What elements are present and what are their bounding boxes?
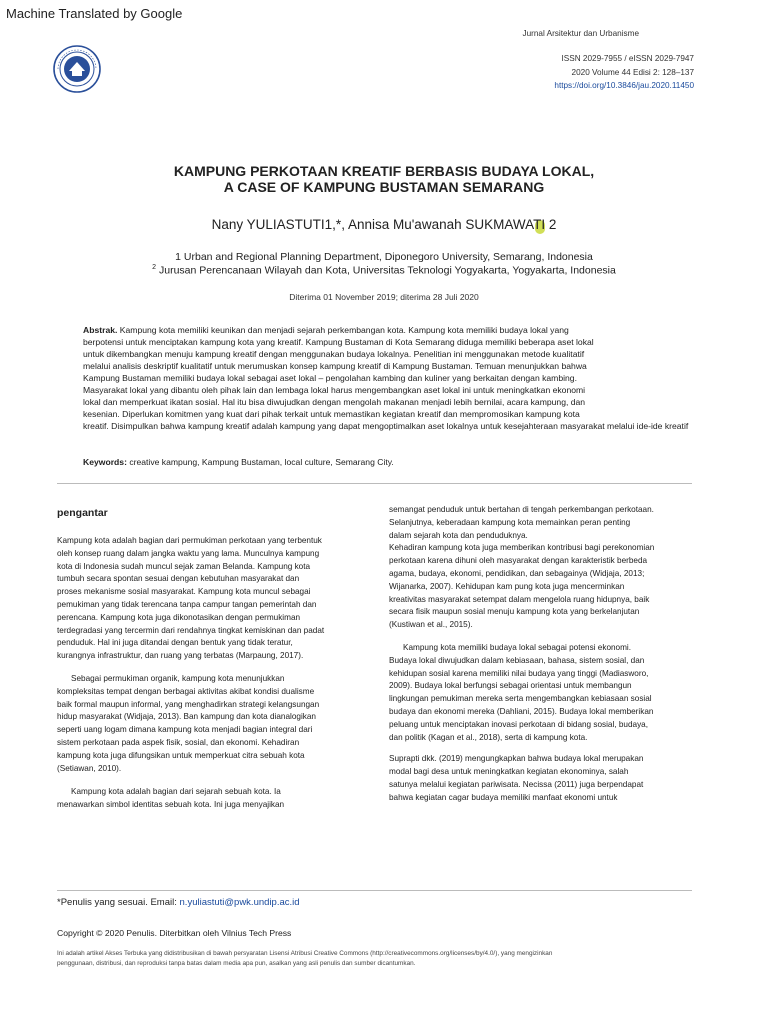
text-line: (Kustiwan et al., 2015).: [389, 620, 473, 630]
abstract: [83, 324, 768, 432]
keywords: [83, 457, 394, 467]
journal-name: Jurnal Arsitektur dan Urbanisme: [522, 29, 639, 38]
text-line: lingkungan pemukiman mereka serta mengembangkan kebiasaan sosial: [389, 694, 652, 704]
abstract-line: Abstrak. Kampung kota memiliki keunikan dan menjadi sejarah perkembangan kota. Kampung kota memiliki budaya lokal yang: [83, 325, 569, 335]
university-seal-icon: [52, 44, 102, 94]
text-line: Suprapti dkk. (2019) mengungkapkan bahwa budaya lokal merupakan: [389, 754, 644, 764]
machine-translated-label: Machine Translated by Google: [6, 6, 183, 21]
received-dates: Diterima 01 November 2019; diterima 28 Juli 2020: [289, 292, 479, 302]
right-column: [389, 504, 654, 805]
affiliation-2: [0, 264, 768, 277]
email-link[interactable]: n.yuliastuti@pwk.undip.ac.id: [179, 897, 300, 908]
issn: ISSN 2029-7955 / eISSN 2029-7947: [561, 54, 694, 63]
text-line: (Setiawan, 2010).: [57, 763, 122, 773]
abstract-line: Masyarakat lokal yang dibantu oleh pihak lain dan lembaga lokal harus mengembangkan aset lokal ini untuk meningkatkan ekonomi: [83, 385, 586, 395]
text-line: secara fisik maupun sosial menuju kampung kota yang berkelanjutan: [389, 607, 640, 617]
doi-link[interactable]: https://doi.org/10.3846/jau.2020.11450: [554, 81, 694, 90]
affiliation-2-text: Jurusan Perencanaan Wilayah dan Kota, Universitas Teknologi Yogyakarta, Yogyakarta, Indonesia: [158, 264, 616, 277]
body-paragraph: [57, 786, 324, 812]
footnote-divider: [57, 890, 692, 891]
article-title-line-2: A CASE OF KAMPUNG BUSTAMAN SEMARANG: [223, 179, 545, 195]
abstract-label: Abstrak.: [83, 325, 118, 335]
text-line: Selanjutnya, keberadaan kampung kota memainkan peran penting: [389, 517, 631, 527]
divider: [57, 483, 692, 484]
text-line: menawarkan simbol identitas sebuah kota. Ini juga menyajikan: [57, 800, 285, 810]
text-line: tumbuh secara spontan sesuai dengan kebutuhan masyarakat dan: [57, 574, 300, 584]
body-paragraph: [389, 642, 654, 744]
text-line: oleh konsep ruang dalam jangka waktu yang lama. Munculnya kampung: [57, 548, 320, 558]
text-line: perkotaan karena dihuni oleh masyarakat dengan karakteristik berbeda: [389, 556, 648, 566]
abstract-line: lokal dan memperkuat ikatan sosial. Hal itu bisa diwujudkan dengan mengolah makanan menjadi lebih bernilai, acara kampung, dan: [83, 397, 586, 407]
text-line: sistem perkotaan pada aspek fisik, sosial, dan ekonomi. Kehadiran: [57, 737, 300, 747]
text-line: Kehadiran kampung kota juga memberikan kontribusi bagi perekonomian: [389, 543, 655, 553]
text-line: dan politik (Kagan et al., 2018), serta di kampung kota.: [389, 732, 588, 742]
text-line: agama, budaya, ekonomi, pendidikan, dan sebagainya (Widjaja, 2013;: [389, 568, 645, 578]
text-line: kurangnya infrastruktur, dan ruang yang terbatas (Marpaung, 2017).: [57, 651, 304, 661]
article-title-line-1: KAMPUNG PERKOTAAN KREATIF BERBASIS BUDAYA LOKAL,: [173, 163, 595, 179]
license-line: penggunaan, distribusi, dan reproduksi tanpa batas dalam media apa pun, asalkan yang asli penulis dan sumber dicantumkan.: [57, 960, 416, 967]
text-line: Kampung kota adalah bagian dari sejarah sebuah kota. Ia: [71, 787, 281, 797]
volume-issue: 2020 Volume 44 Edisi 2: 128–137: [571, 68, 694, 77]
text-line: hidup masyarakat (Widjaja, 2013). Ban kampung dan kota dianalogikan: [57, 712, 316, 722]
abstract-line: untuk dikembangkan menuju kampung kreatif dengan menggunakan budaya lokalnya. Penelitian ini menggunakan metode kualitatif: [83, 349, 585, 359]
text-line: modal bagi desa untuk meningkatkan kegiatan ekonominya, salah: [389, 767, 629, 777]
text-line: Budaya lokal diwujudkan dalam kebiasaan, bahasa, sistem sosial, dan: [389, 655, 645, 665]
text-line: kreativitas masyarakat setempat dalam mengelola ruang hidupnya, baik: [389, 594, 650, 604]
abstract-line: melalui analisis deskriptif kualitatif untuk merumuskan konsep kampung kreatif di Kampung Bustaman. Temuan menunjukkan bahwa: [83, 361, 587, 371]
text-line: bahwa kegiatan cagar budaya memiliki manfaat ekonomi untuk: [389, 792, 618, 802]
corresponding-author: *Penulis yang sesuai. Email: n.yuliastuti@pwk.undip.ac.id: [57, 897, 300, 908]
affiliation-2-marker: 2: [152, 264, 157, 271]
body-paragraph: [57, 673, 324, 775]
section-heading: pengantar: [57, 507, 108, 519]
abstract-line: berpotensi untuk menciptakan kampung kota yang kreatif. Kampung Bustaman di Kota Semarang diduga memiliki beberapa aset lokal: [83, 337, 594, 347]
text-line: kehidupan sosial karena memiliki nilai budaya yang tinggi (Madiasworo,: [389, 668, 649, 678]
keywords-text: creative kampung, Kampung Bustaman, local culture, Semarang City.: [126, 457, 394, 467]
abstract-line: Kampung Bustaman memiliki budaya lokal sebagai aset lokal – pengolahan kambing dan kuliner yang berkaitan dengan kambing.: [83, 373, 577, 383]
left-column: [57, 535, 324, 812]
body-paragraph: [57, 535, 324, 663]
text-line: kampung kota juga difungsikan untuk memperkuat citra sebuah kota: [57, 750, 305, 760]
text-line: proses mekanisme sosial masyarakat. Kampung kota muncul sebagai: [57, 587, 311, 597]
text-line: kota di Indonesia sudah muncul sejak zaman Belanda. Kampung kota: [57, 561, 311, 571]
text-line: budaya dan ekonomi mereka (Dahliani, 2015). Budaya lokal memberikan: [389, 706, 654, 716]
text-line: Kampung kota memiliki budaya lokal sebagai potensi ekonomi.: [403, 642, 632, 652]
text-line: seperti uang logam dimana kampung kota menjadi bagian integral dari: [57, 725, 313, 735]
license: [57, 949, 717, 969]
body-paragraph: [389, 504, 654, 632]
text-line: penduduk. Hal ini juga ditandai dengan bentuk yang tidak teratur,: [57, 638, 293, 648]
text-line: peluang untuk menciptakan inovasi perkotaan di bidang sosial, budaya,: [389, 719, 648, 729]
text-line: semangat penduduk untuk bertahan di tengah perkembangan perkotaan.: [389, 505, 654, 514]
text-line: dalam sejarah kota dan penduduknya.: [389, 530, 528, 540]
text-line: Wijanarka, 2007). Kehidupan kam pung kota juga mencerminkan: [389, 581, 625, 591]
text-line: kompleksitas tempat dengan berbagai aktivitas akibat kondisi dualisme: [57, 686, 315, 696]
copyright: Copyright © 2020 Penulis. Diterbitkan oleh Vilnius Tech Press: [57, 928, 292, 938]
affiliation-1: 1 Urban and Regional Planning Department, Diponegoro University, Semarang, Indonesia: [175, 251, 593, 263]
text-line: Sebagai permukiman organik, kampung kota menunjukkan: [71, 673, 285, 683]
text-line: baik formal maupun informal, yang menghadirkan strategi kelangsungan: [57, 699, 320, 709]
license-line: Ini adalah artikel Akses Terbuka yang didistribusikan di bawah persyaratan Lisensi Atribusi Creative Commons (http://creativecommons.org/licenses/by/4.0/), yang mengizinkan: [57, 950, 553, 957]
text-line: Kampung kota adalah bagian dari permukiman perkotaan yang terbentuk: [57, 536, 322, 545]
body-paragraph: [389, 753, 654, 804]
text-line: terdegradasi yang tercermin dari rendahnya tingkat kemiskinan dan padat: [57, 625, 325, 635]
text-line: satunya melalui kegiatan pariwisata. Necissa (2011) juga berpendapat: [389, 779, 644, 789]
text-line: 2009). Budaya lokal berfungsi sebagai orientasi untuk membangun: [389, 681, 632, 691]
text-line: perencana. Kampung kota juga dikonotasikan dengan permukiman: [57, 612, 301, 622]
keywords-label: Keywords:: [83, 457, 127, 467]
abstract-line: kesenian. Diperlukan komitmen yang kuat dari pihak terkait untuk memastikan kegiatan kreatif dan mempromosikan kampung kota: [83, 409, 580, 419]
abstract-line: kreatif. Disimpulkan bahwa kampung kreatif adalah kampung yang dapat mengoptimalkan aset lokalnya untuk kesejahteraan masyarakat melalui ide-ide kreatif: [83, 421, 689, 431]
authors: Nany YULIASTUTI1,*, Annisa Mu'awanah SUKMAWATI 2: [211, 217, 557, 232]
text-line: pemukiman yang tidak terencana tanpa campur tangan pemerintah dan: [57, 599, 317, 609]
